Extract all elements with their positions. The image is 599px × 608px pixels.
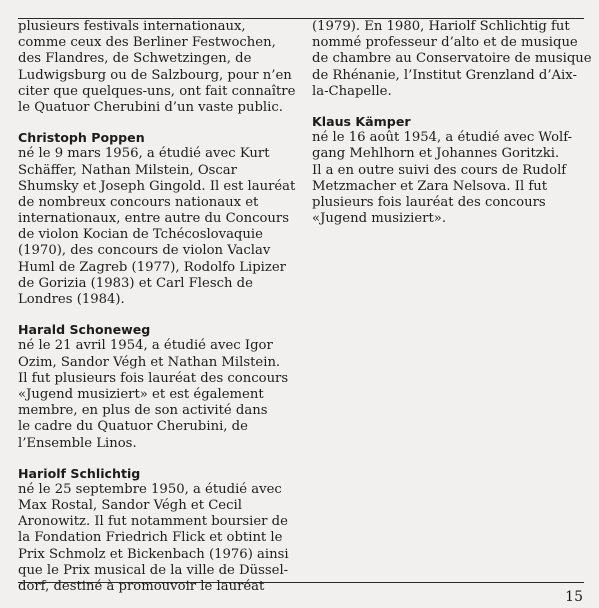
text-line: Aronowitz. Il fut notamment boursier de (18, 514, 288, 530)
text-line: plusieurs festivals internationaux, (18, 19, 246, 34)
continuation-paragraph (312, 19, 592, 100)
bio-hariolf-schlichtig (18, 466, 303, 596)
text-line: Prix Schmolz et Bickenbach (1976) ainsi (18, 546, 289, 562)
right-column (312, 19, 592, 227)
text-line: le cadre du Quatuor Cherubini, de (18, 419, 248, 435)
text-line: Shumsky et Joseph Gingold. Il est lauréat (18, 178, 296, 194)
text-line: Huml de Zagreb (1977), Rodolfo Lipizer (18, 259, 286, 275)
text-line: nommé professeur d’alto et de musique (312, 35, 578, 51)
text-line: Il fut plusieurs fois lauréat des concours (18, 370, 289, 386)
text-line: «Jugend musiziert». (312, 211, 447, 227)
text-line: Ludwigsburg ou de Salzbourg, pour n’en (18, 67, 292, 83)
left-column (18, 19, 303, 595)
text-line: comme ceux des Berliner Festwochen, (18, 35, 276, 51)
text-line: de violon Kocian de Tchécoslovaquie (18, 227, 263, 243)
text-line: de chambre au Conservatoire de musique (312, 51, 592, 67)
bio-heading: Christoph Poppen (18, 130, 145, 146)
text-line: de nombreux concours nationaux et (18, 194, 259, 210)
text-line: Ozim, Sandor Végh et Nathan Milstein. (18, 354, 281, 370)
text-line: Schäffer, Nathan Milstein, Oscar (18, 162, 237, 178)
text-line: «Jugend musiziert» et est également (18, 386, 264, 402)
text-line: internationaux, entre autre du Concours (18, 211, 289, 227)
text-line: né le 16 août 1954, a étudié avec Wolf- (312, 130, 573, 146)
text-line: gang Mehlhorn et Johannes Goritzki. (312, 146, 560, 162)
text-line: né le 21 avril 1954, a étudié avec Igor (18, 338, 273, 354)
text-line: la-Chapelle. (312, 83, 392, 99)
text-line: de Rhénanie, l’Institut Grenzland d’Aix- (312, 67, 577, 83)
text-line: dorf, destiné à promouvoir le lauréat (18, 579, 265, 594)
text-line: Max Rostal, Sandor Végh et Cecil (18, 498, 242, 514)
page-number: 15 (565, 589, 583, 605)
text-line: membre, en plus de son activité dans (18, 403, 268, 419)
text-line: de Gorizia (1983) et Carl Flesch de (18, 275, 253, 291)
text-line: (1970), des concours de violon Vaclav (18, 243, 271, 259)
text-line: Metzmacher et Zara Nelsova. Il fut (312, 178, 548, 194)
bio-christoph-poppen (18, 130, 303, 308)
text-line: l’Ensemble Linos. (18, 435, 137, 451)
bio-heading: Hariolf Schlichtig (18, 465, 141, 481)
bio-heading: Klaus Kämper (312, 113, 411, 129)
bio-harald-schoneweg (18, 322, 303, 452)
bottom-rule (18, 582, 584, 583)
text-line: le Quatuor Cherubini d’un vaste public. (18, 99, 283, 115)
text-line: la Fondation Friedrich Flick et obtint le (18, 530, 283, 546)
text-line: que le Prix musical de la ville de Düssel- (18, 562, 289, 578)
text-line: des Flandres, de Schwetzingen, de (18, 51, 252, 67)
text-line: né le 9 mars 1956, a étudié avec Kurt (18, 146, 270, 162)
text-line: plusieurs fois lauréat des concours (312, 194, 546, 210)
intro-paragraph (18, 19, 303, 116)
text-line: citer que quelques-uns, ont fait connaître (18, 83, 296, 99)
text-line: Londres (1984). (18, 292, 125, 307)
text-line: (1979). En 1980, Hariolf Schlichtig fut (312, 19, 570, 34)
text-line: né le 25 septembre 1950, a étudié avec (18, 481, 282, 497)
bio-klaus-kamper (312, 114, 584, 227)
bio-heading: Harald Schoneweg (18, 322, 151, 338)
text-line: Il a en outre suivi des cours de Rudolf (312, 162, 567, 178)
